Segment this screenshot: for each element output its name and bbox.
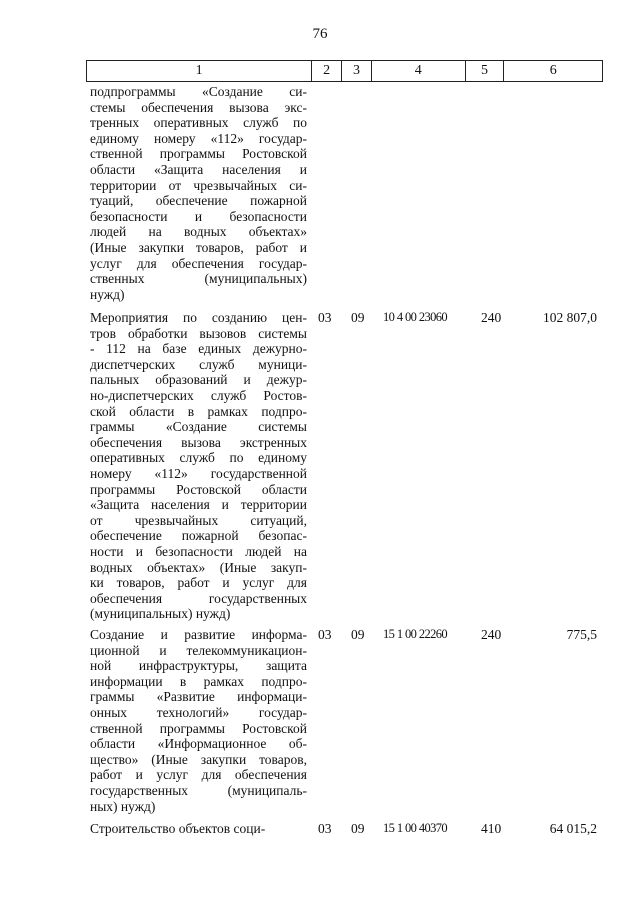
description-line: стемы обеспечения вызова экс- xyxy=(90,99,307,115)
table-row-2-col4: 15 1 00 22260 xyxy=(383,627,448,641)
description-line: туаций, обеспечение пожарной xyxy=(90,193,307,209)
description-line: Создание и развитие информа- xyxy=(90,627,307,642)
description-line: единому номеру «112» государ- xyxy=(90,130,307,146)
table-row-2-col5: 240 xyxy=(481,627,502,642)
description-line: ки товаров, работ и услуг для xyxy=(90,575,307,591)
table-row-3-col4: 15 1 00 40370 xyxy=(383,821,448,835)
table-row-1-col5: 240 xyxy=(481,310,502,325)
description-line: граммы «Развитие информаци- xyxy=(90,689,307,705)
header-col-5: 5 xyxy=(466,61,505,81)
description-line: ственных (муниципальных) xyxy=(90,271,307,287)
table-row-3-col3: 09 xyxy=(351,821,365,836)
description-line: области «Защита населения и xyxy=(90,161,307,177)
description-line: граммы «Создание системы xyxy=(90,419,307,435)
description-line: обеспечение пожарной безопас- xyxy=(90,528,307,544)
description-line: онных технологий» государ- xyxy=(90,704,307,720)
header-col-2: 2 xyxy=(312,61,342,81)
description-line: работ и услуг для обеспечения xyxy=(90,767,307,783)
table-row-1-col4: 10 4 00 23060 xyxy=(383,310,448,324)
table-row-1-col6: 102 807,0 xyxy=(543,310,597,325)
table-row-2-col2: 03 xyxy=(318,627,332,642)
description-line: диспетчерских служб муници- xyxy=(90,356,307,372)
description-line: подпрограммы «Создание си- xyxy=(90,84,307,99)
table-row-3-description xyxy=(90,821,307,837)
description-line: оперативных служб по единому xyxy=(90,450,307,466)
table-row-0-description xyxy=(90,84,307,302)
table-row-3-col2: 03 xyxy=(318,821,332,836)
description-line: но-диспетчерских служб Ростов- xyxy=(90,387,307,403)
page-number: 76 xyxy=(312,26,328,42)
description-line: услуг для обеспечения государ- xyxy=(90,255,307,271)
description-line: ной инфраструктуры, защита xyxy=(90,658,307,674)
description-line: пальных образований и дежур- xyxy=(90,372,307,388)
description-line: информации в рамках подпро- xyxy=(90,673,307,689)
table-row-2-description xyxy=(90,627,307,814)
table-row-1-col2: 03 xyxy=(318,310,332,325)
description-line: тренных оперативных служб по xyxy=(90,115,307,131)
description-line: нужд) xyxy=(90,286,125,302)
header-col-1: 1 xyxy=(87,61,312,81)
description-line: щество» (Иные закупки товаров, xyxy=(90,751,307,767)
description-line: ционной и телекоммуникацион- xyxy=(90,642,307,658)
table-row-1-col3: 09 xyxy=(351,310,365,325)
description-line: от чрезвычайных ситуаций, xyxy=(90,512,307,528)
description-line: обеспечения государственных xyxy=(90,590,307,606)
description-line: программы Ростовской области xyxy=(90,481,307,497)
description-line: водных объектах» (Иные закуп- xyxy=(90,559,307,575)
table-row-2-col3: 09 xyxy=(351,627,365,642)
description-line: обеспечения вызова экстренных xyxy=(90,434,307,450)
description-line: государственных (муниципаль- xyxy=(90,782,307,798)
description-line: безопасности и безопасности xyxy=(90,208,307,224)
table-header-row xyxy=(86,60,603,82)
description-line: людей на водных объектах» xyxy=(90,224,307,240)
description-line: номеру «112» государственной xyxy=(90,465,307,481)
description-line: области «Информационное об- xyxy=(90,736,307,752)
description-line: тров обработки вызовов системы xyxy=(90,325,307,341)
table-row-1-description xyxy=(90,310,307,622)
description-line: ственной программы Ростовской xyxy=(90,720,307,736)
header-col-6: 6 xyxy=(549,63,557,78)
table-row-3-col6: 64 015,2 xyxy=(549,821,597,836)
header-col-3: 3 xyxy=(342,61,372,81)
table-row-3-col5: 410 xyxy=(481,821,502,836)
description-line: территории от чрезвычайных си- xyxy=(90,177,307,193)
description-line: (муниципальных) нужд) xyxy=(90,606,231,622)
table-row-2-col6: 775,5 xyxy=(566,627,597,642)
header-col-4: 4 xyxy=(372,61,466,81)
description-line: (Иные закупки товаров, работ и xyxy=(90,239,307,255)
description-line: Мероприятия по созданию цен- xyxy=(90,310,307,325)
description-line: «Защита населения и территории xyxy=(90,497,307,513)
description-line: ской области в рамках подпро- xyxy=(90,403,307,419)
description-line: ности и безопасности людей на xyxy=(90,543,307,559)
description-line: Строительство объектов соци- xyxy=(90,821,266,836)
description-line: ных) нужд) xyxy=(90,798,156,814)
description-line: ственной программы Ростовской xyxy=(90,146,307,162)
description-line: - 112 на базе единых дежурно- xyxy=(90,341,307,357)
